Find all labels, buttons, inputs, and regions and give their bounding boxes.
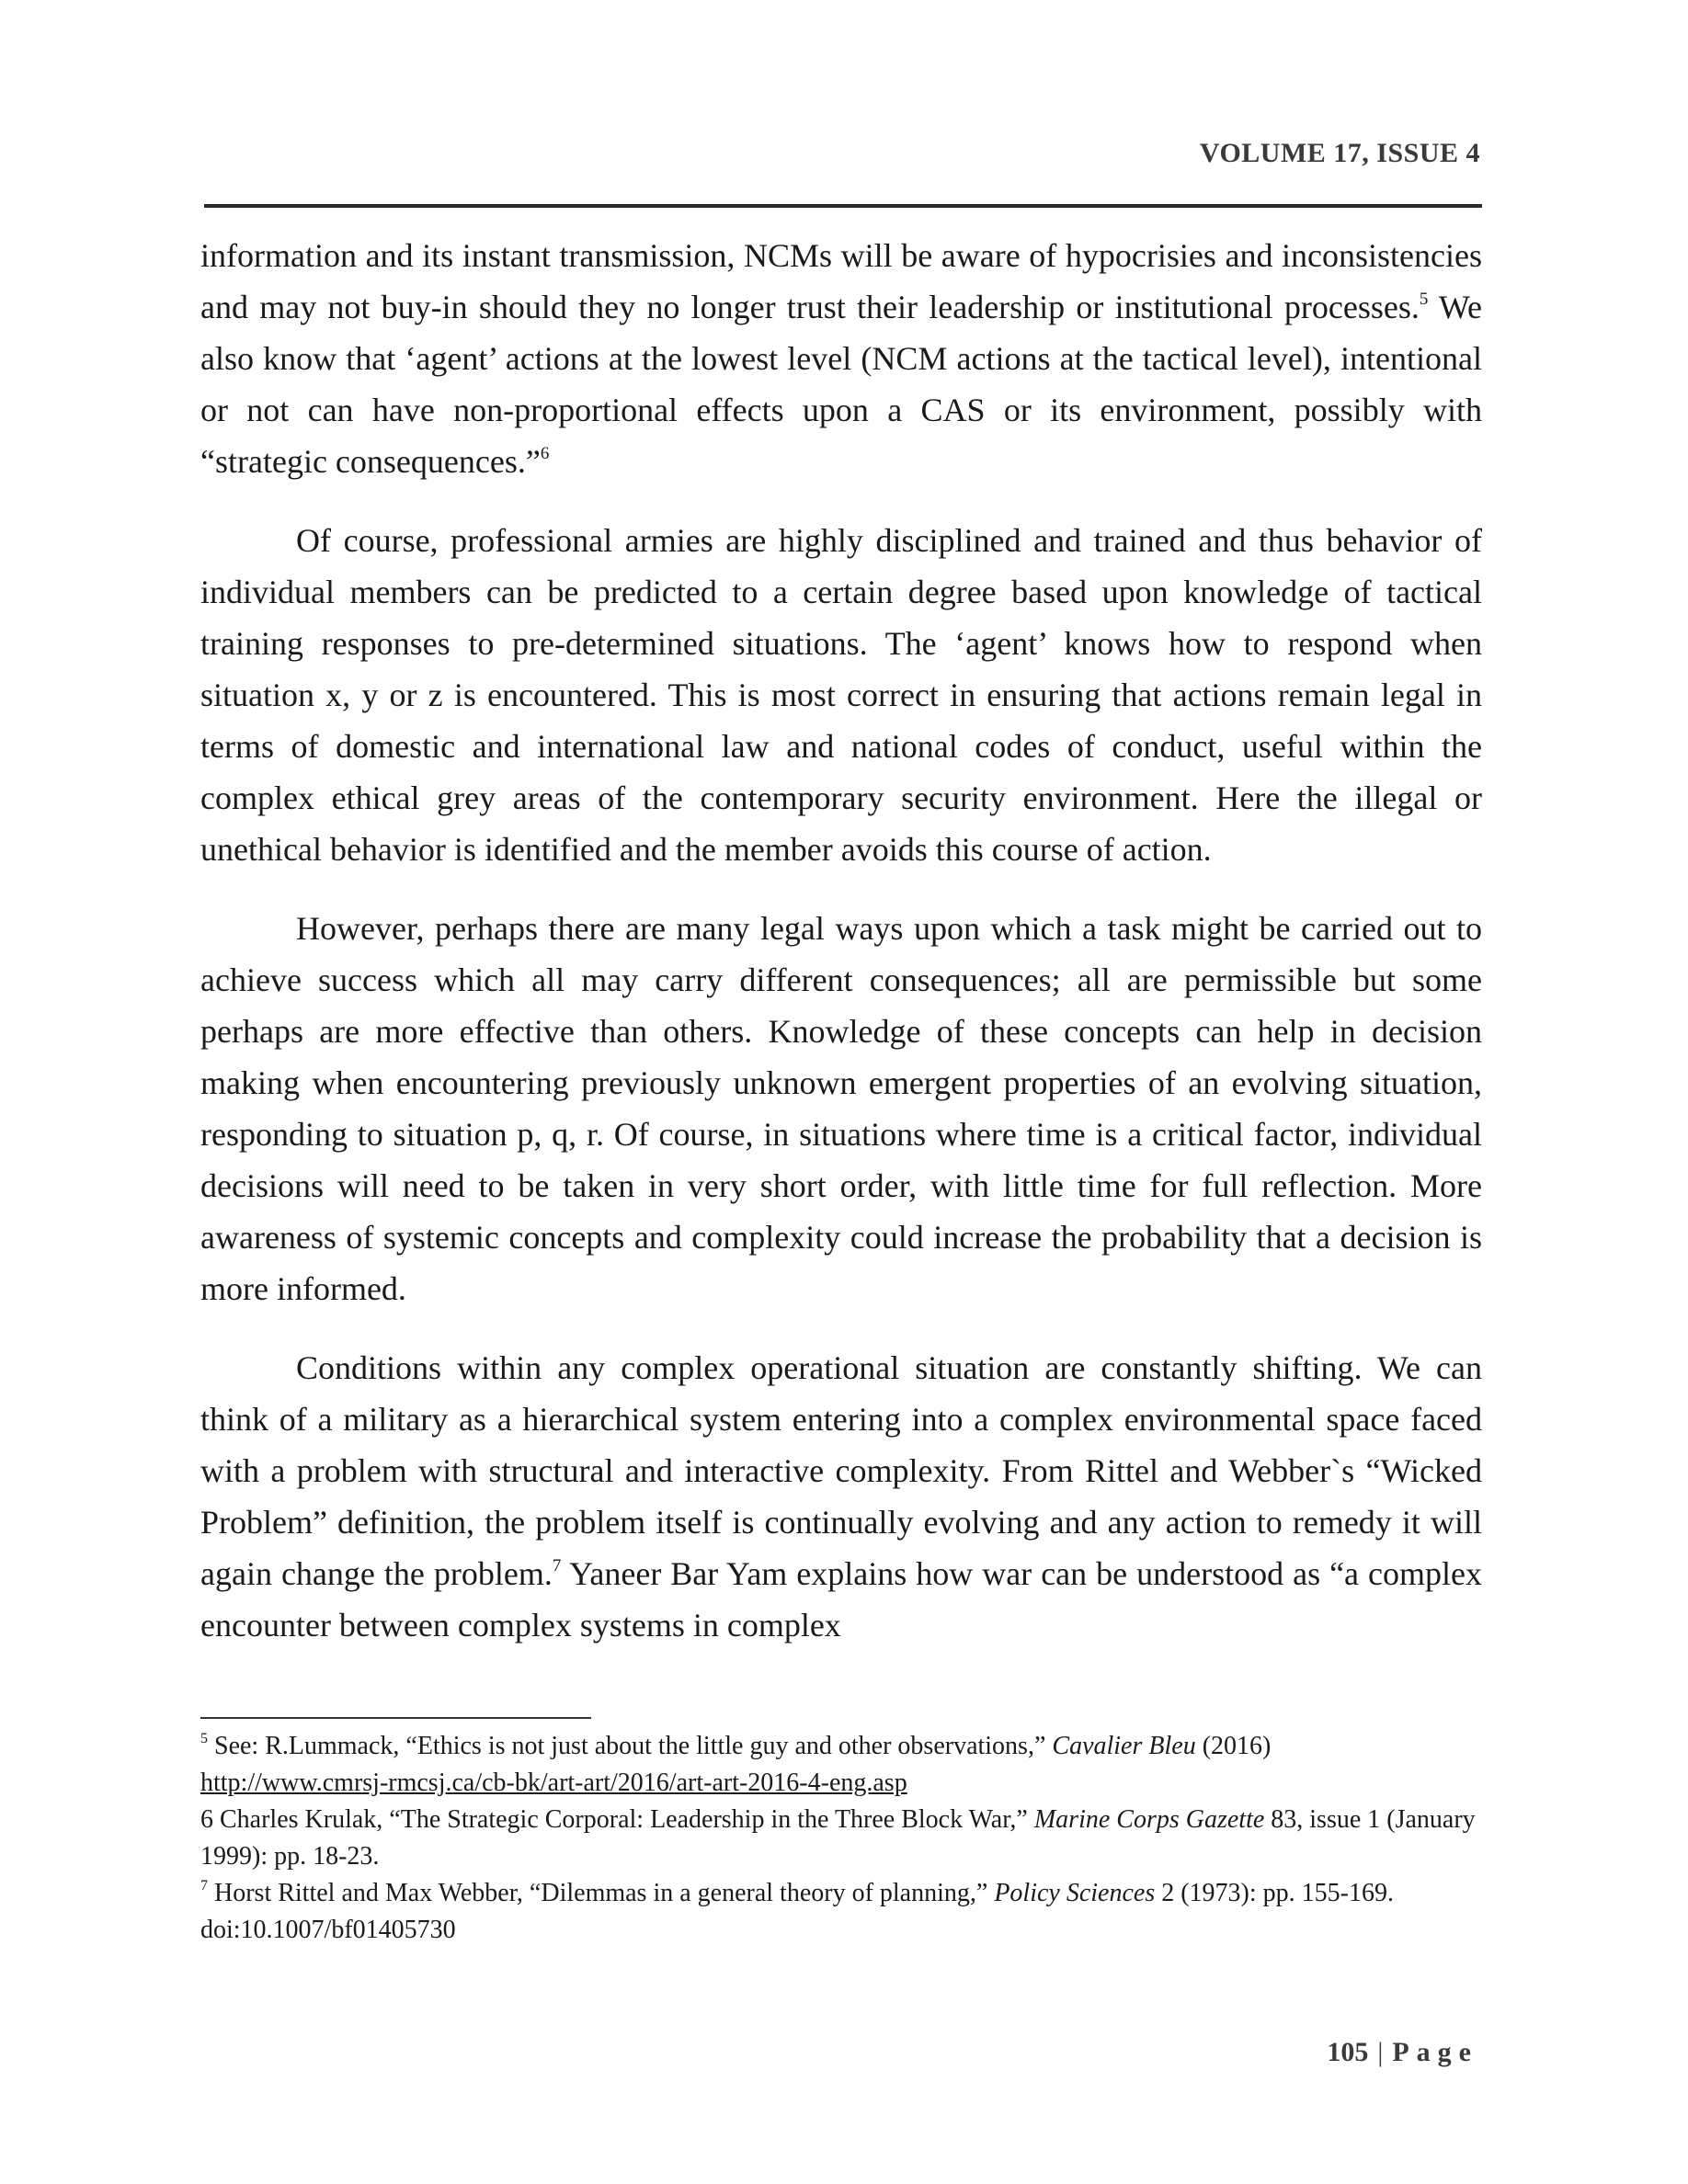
footnote-7-marker: 7: [200, 1878, 208, 1894]
footnote-5: [200, 1728, 1482, 1802]
paragraph-2: Of course, professional armies are highly disciplined and trained and thus behavior of individual members can be predicted to a certain degree based upon knowledge of tactical training responses to pre-determined situations. The ‘agent’ knows how to respond when situation x, y or z is encountered. This is most correct in ensuring that actions remain legal in terms of domestic and international law and national codes of conduct, useful within the complex ethical grey areas of the contemporary security environment. Here the illegal or unethical behavior is identified and the member avoids this course of action.: [200, 522, 1482, 868]
page-number: 105: [1327, 2037, 1369, 2067]
footnote-7-text: Horst Rittel and Max Webber, “Dilemmas in a general theory of planning,”: [208, 1879, 995, 1907]
footnotes-section: [200, 1728, 1482, 1949]
footnote-7-journal: Policy Sciences: [994, 1879, 1156, 1907]
footnote-ref-5[interactable]: 5: [1419, 290, 1429, 309]
article-body: [200, 230, 1482, 1678]
footer-separator: |: [1377, 2037, 1384, 2067]
footnote-5-after: (2016): [1195, 1732, 1272, 1760]
footnote-6-text: 6 Charles Krulak, “The Strategic Corporal: Leadership in the Three Block War,”: [200, 1805, 1034, 1834]
footnote-7-after: 2 (1973): pp. 155-169. doi:10.1007/bf01405730: [200, 1879, 1394, 1944]
footnote-5-text: See: R.Lummack, “Ethics is not just about the little guy and other observations,”: [208, 1732, 1053, 1760]
footnote-7: [200, 1875, 1482, 1949]
footnote-5-journal: Cavalier Bleu: [1052, 1732, 1196, 1760]
footnote-6: [200, 1802, 1482, 1875]
paragraph-1: [200, 230, 1482, 487]
footnote-divider: [200, 1717, 591, 1719]
footnote-ref-7[interactable]: 7: [552, 1556, 562, 1575]
paragraph-4: [200, 1342, 1482, 1651]
paragraph-4-text-b: Yaneer Bar Yam explains how war can be understood as “a complex encounter between complex systems in complex: [200, 1555, 1482, 1644]
page-footer: [202, 2037, 1478, 2068]
paragraph-4-text-a: Conditions within any complex operational situation are constantly shifting. We can think of a military as a hierarchical system entering into a complex environmental space faced with a problem with structural and interactive complexity. From Rittel and Webber`s “Wicked Problem” definition, the problem itself is continually evolving and any action to remedy it will again change the problem.: [200, 1349, 1482, 1592]
paragraph-1-text-a: information and its instant transmission, NCMs will be aware of hypocrisies and inconsistencies and may not buy-in should they no longer trust their leadership or institutional processes.: [200, 237, 1482, 325]
footnote-ref-6[interactable]: 6: [540, 444, 550, 463]
paragraph-1-text-b: We also know that ‘agent’ actions at the lowest level (NCM actions at the tactical level), intentional or not can have non-proportional effects upon a CAS or its environment, possibly with “strategic consequences.”: [200, 289, 1482, 480]
volume-issue-label: VOLUME 17, ISSUE 4: [1199, 138, 1480, 168]
footnote-6-journal: Marine Corps Gazette: [1033, 1805, 1265, 1834]
footnote-6-after: 83, issue 1 (January 1999): pp. 18-23.: [200, 1805, 1476, 1871]
page-word: Page: [1392, 2037, 1478, 2067]
header-divider: [204, 204, 1482, 208]
footnote-5-marker: 5: [200, 1731, 208, 1746]
paragraph-3: However, perhaps there are many legal ways upon which a task might be carried out to achieve success which all may carry different consequences; all are permissible but some perhaps are more effective than others. Knowledge of these concepts can help in decision making when encountering previously unknown emergent properties of an evolving situation, responding to situation p, q, r. Of course, in situations where time is a critical factor, individual decisions will need to be taken in very short order, with little time for full reflection. More awareness of systemic concepts and complexity could increase the probability that a decision is more informed.: [200, 910, 1482, 1307]
footnote-5-link[interactable]: http://www.cmrsj-rmcsj.ca/cb-bk/art-art/2016/art-art-2016-4-eng.asp: [200, 1769, 907, 1797]
running-header: [202, 138, 1480, 169]
